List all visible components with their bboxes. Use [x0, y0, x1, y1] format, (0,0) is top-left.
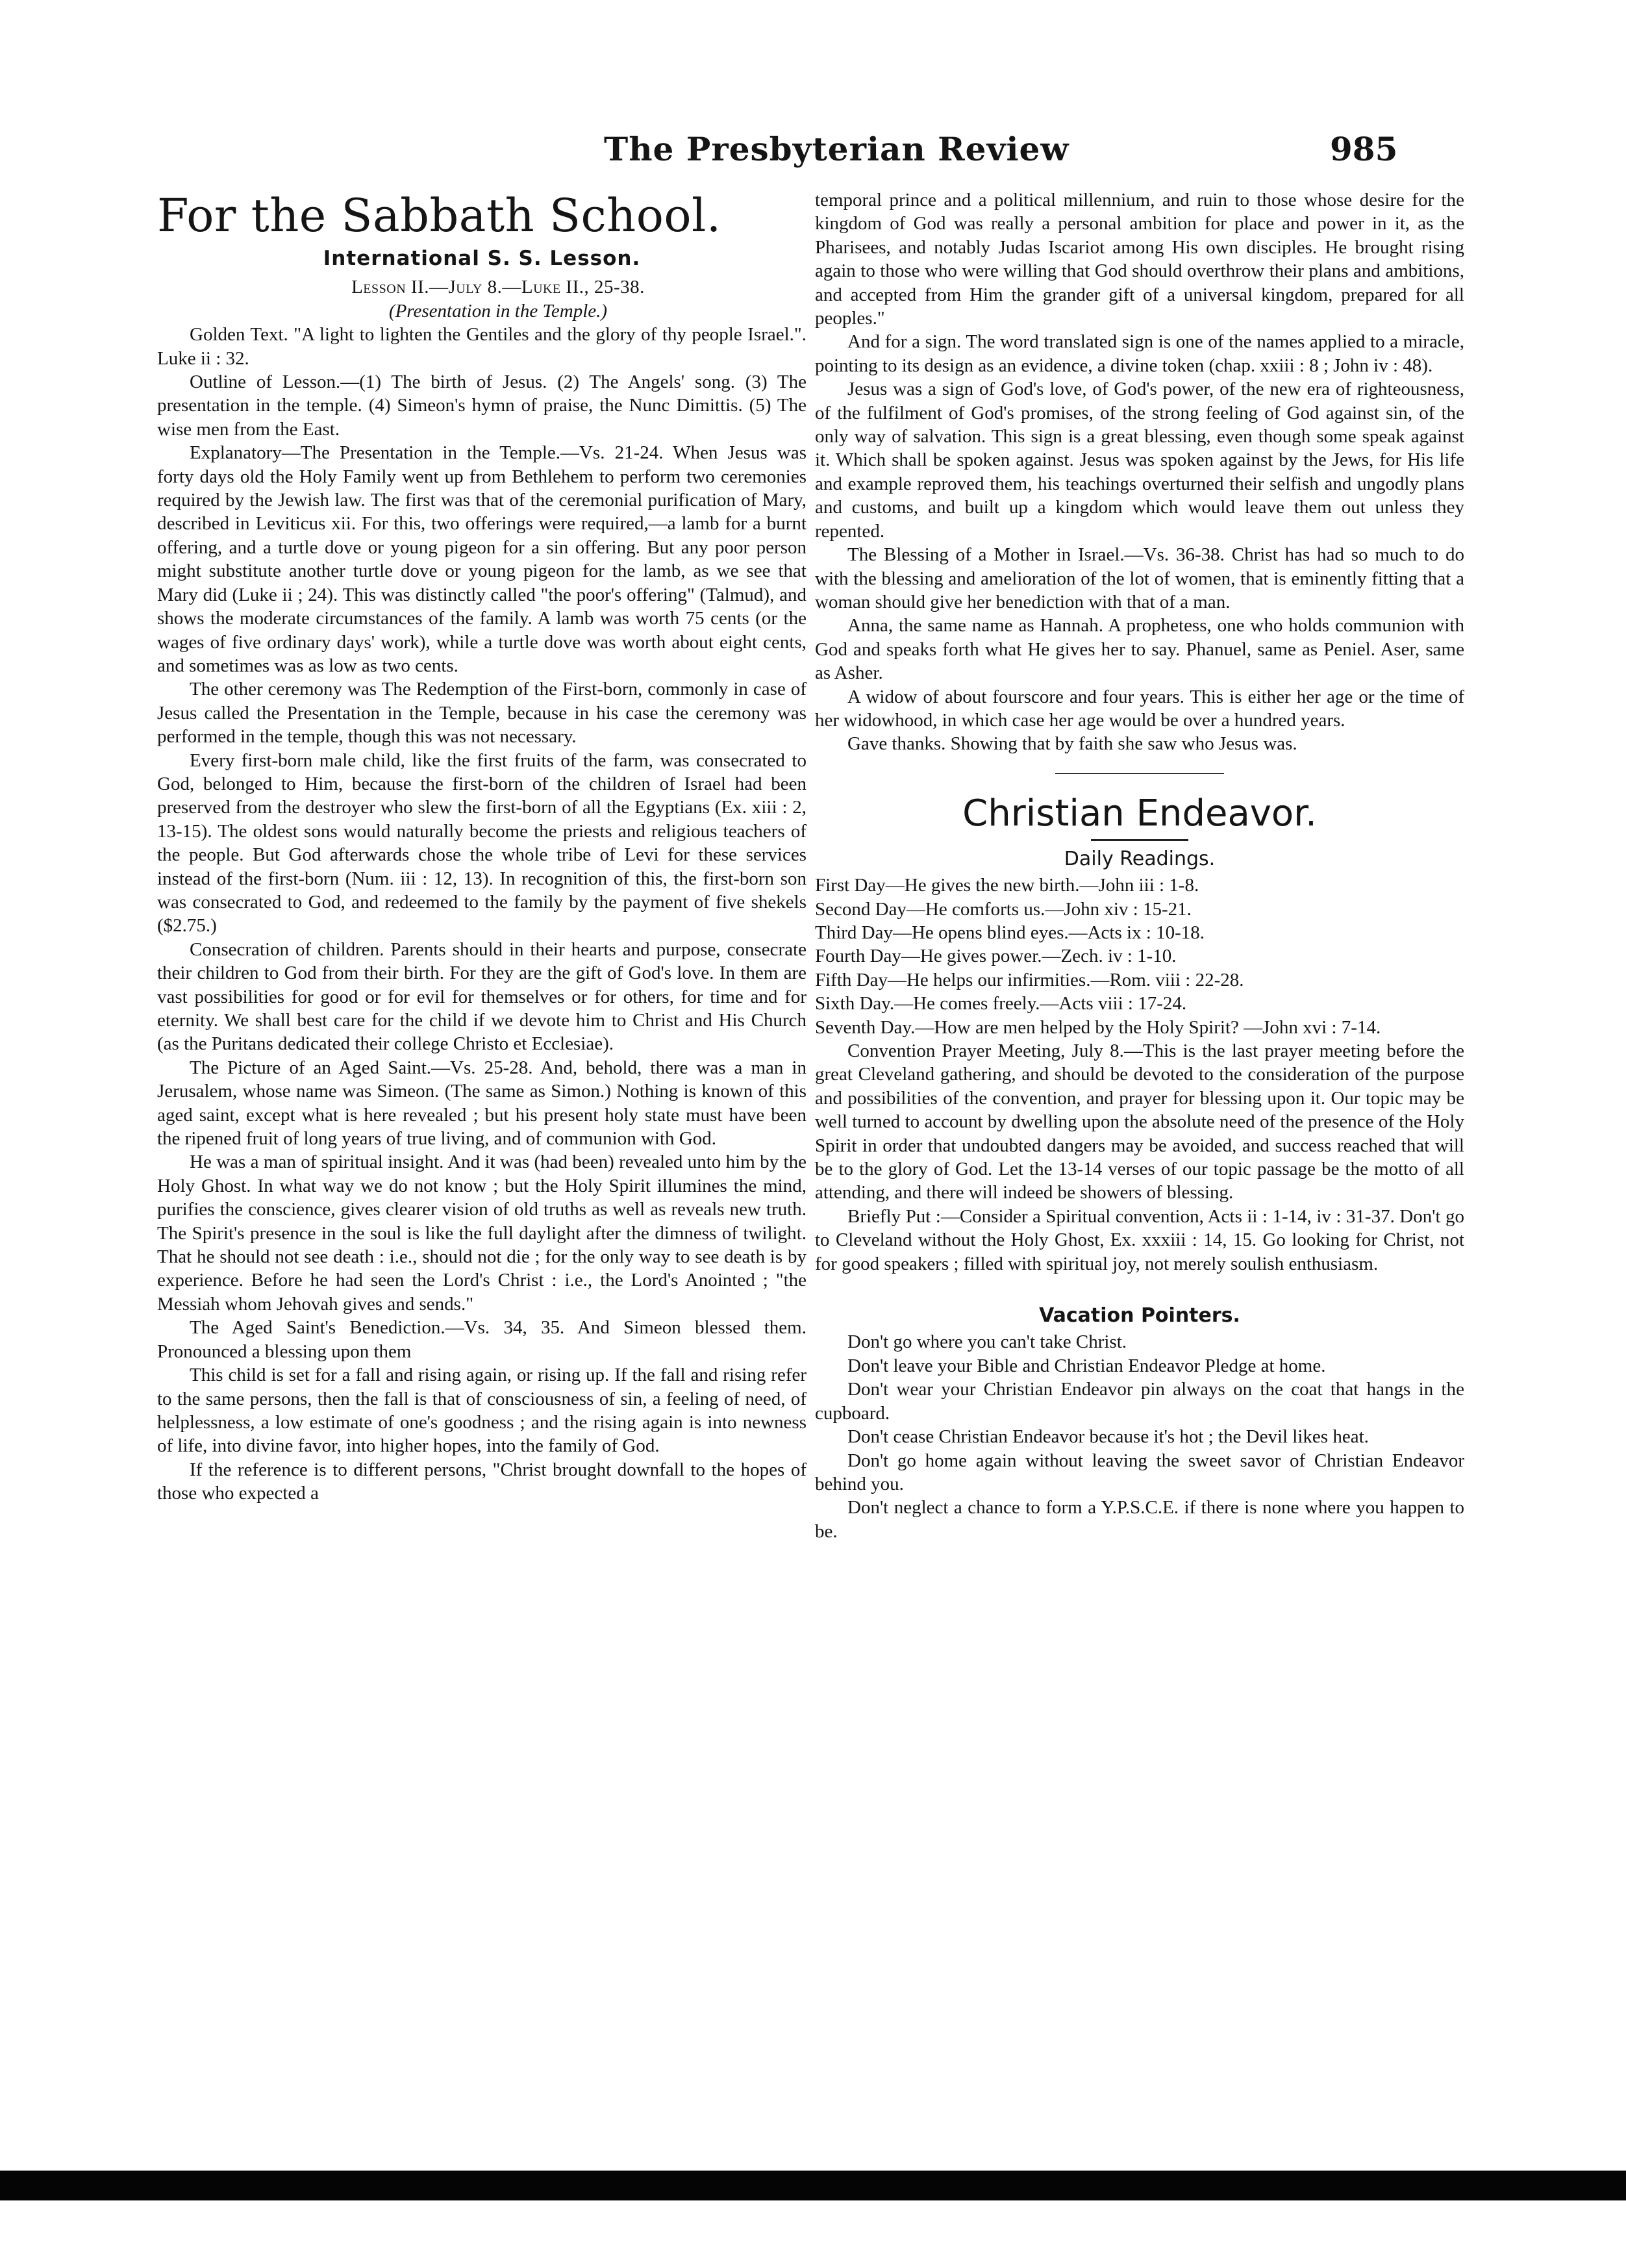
paragraph: The Aged Saint's Benediction.—Vs. 34, 35. And Simeon blessed them. Pronounced a blessing upon them [157, 1317, 807, 1362]
paragraph: Gave thanks. Showing that by faith she saw who Jesus was. [847, 733, 1297, 755]
vacation-pointers-heading: Vacation Pointers. [1039, 1304, 1240, 1328]
pointer-item: Don't go where you can't take Christ. [847, 1331, 1127, 1353]
paragraph: He was a man of spiritual insight. And it was (had been) revealed unto him by the Holy Ghost. In what way we do not know ; but the Holy Spirit illumines the mind, purifies the conscience, gives clearer vision of old truths as well as reveals new truth. The Spirit's presence in the soul is like the full daylight after the dimness of twilight. That he should not see death : i.e., should not die ; for the only way to see death is by experience. Before he had seen the Lord's Christ : i.e., the Lord's Anointed ; "the Messiah whom Jehovah gives and sends." [157, 1152, 807, 1315]
lesson-reference: Lesson II.—July 8.—Luke II., 25-38. [351, 277, 645, 298]
christian-endeavor-title: Christian Endeavor. [962, 792, 1317, 835]
reading-item: Fifth Day—He helps our infirmities.—Rom. viii : 22-28. [815, 969, 1244, 990]
paragraph: And for a sign. The word translated sign is one of the names applied to a miracle, pointing to its design as an evidence, a divine token (chap. xxiii : 8 ; John iv : 48). [815, 331, 1464, 376]
paragraph: Consecration of children. Parents should in their hearts and purpose, consecrate their children to God from their birth. For they are the gift of God's love. In them are vast possibilities for good or for evil for themselves or for others, for time and for eternity. We shall best care for the child if we devote him to Christ and His Church (as the Puritans dedicated their college Christo et Ecclesiae). [157, 939, 807, 1055]
reading-item: Seventh Day.—How are men helped by the Holy Spirit? —John xvi : 7-14. [815, 1016, 1381, 1038]
paragraph: Convention Prayer Meeting, July 8.—This is the last prayer meeting before the great Cleveland gathering, and should be devoted to the consideration of the purpose and possibilities of the convention, and prayer for blessing upon it. Our topic may be well turned to account by dwelling upon the absolute need of the presence of the Holy Spirit in order that undoubted dangers may be avoided, and success reached that will be to the glory of God. Let the 13-14 verses of our topic passage be the motto of all attending, and there will indeed be showers of blessing. [815, 1040, 1464, 1203]
pointer-item: Don't go home again without leaving the sweet savor of Christian Endeavor behind you. [815, 1450, 1464, 1494]
reading-item: Fourth Day—He gives power.—Zech. iv : 1-10. [815, 946, 1177, 967]
daily-readings-heading: Daily Readings. [1064, 847, 1216, 870]
right-column [815, 188, 1464, 1543]
paragraph: This child is set for a fall and rising again, or rising up. If the fall and rising refer to the same persons, then the fall is that of consciousness of sin, a feeling of need, of helplessness, a low estimate of one's goodness ; and the rising again is into newness of life, into divine favor, into higher hopes, into the family of God. [157, 1365, 807, 1457]
page-number: 985 [1330, 130, 1398, 168]
pointer-item: Don't neglect a chance to form a Y.P.S.C.E. if there is none where you happen to be. [815, 1497, 1464, 1542]
pointer-item: Don't wear your Christian Endeavor pin always on the coat that hangs in the cupboard. [815, 1379, 1464, 1424]
lesson-outline: Outline of Lesson.—(1) The birth of Jesus. (2) The Angels' song. (3) The presentation in the temple. (4) Simeon's hymn of praise, the Nunc Dimittis. (5) The wise men from the East. [157, 372, 807, 440]
paragraph: Anna, the same name as Hannah. A prophetess, one who holds communion with God and speaks forth what He gives her to say. Phanuel, same as Peniel. Aser, same as Asher. [815, 615, 1464, 684]
paragraph: Every first-born male child, like the first fruits of the farm, was consecrated to God, belonged to Him, because the first-born of the children of Israel had been preserved from the destroyer who slew the first-born of all the Egyptians (Ex. xiii : 2, 13-15). The oldest sons would naturally become the priests and religious teachers of the people. But God afterwards chose the whole tribe of Levi for these services instead of the first-born (Num. iii : 12, 13). In recognition of this, the first-born son was consecrated to God, and redeemed to the family by the payment of five shekels ($2.75.) [157, 750, 807, 937]
paragraph: Briefly Put :—Consider a Spiritual convention, Acts ii : 1-14, iv : 31-37. Don't go to Cleveland without the Holy Ghost, Ex. xxxiii : 14, 15. Go looking for Christ, not for good speakers ; filled with spiritual joy, not merely soulish enthusiasm. [815, 1205, 1464, 1274]
lesson-heading: International S. S. Lesson. [323, 247, 641, 270]
reading-item: Sixth Day.—He comes freely.—Acts viii : 17-24. [815, 993, 1187, 1014]
title-rule [1091, 839, 1188, 841]
paragraph: A widow of about fourscore and four years. This is either her age or the time of her widowhood, in which case her age would be over a hundred years. [815, 686, 1464, 731]
paragraph: The Picture of an Aged Saint.—Vs. 25-28. And, behold, there was a man in Jerusalem, whose name was Simeon. (The same as Simon.) Nothing is known of this aged saint, except what is here revealed ; but his present holy state must have been the ripened fruit of long years of true living, and of communion with God. [157, 1057, 807, 1150]
left-column [157, 188, 807, 1506]
paragraph: If the reference is to different persons, "Christ brought downfall to the hopes of those who expected a [157, 1459, 807, 1504]
paragraph: Jesus was a sign of God's love, of God's power, of the new era of righteousness, of the fulfilment of God's promises, of the strong feeling of God against sin, of the only way of salvation. This sign is a great blessing, even though some speak against it. Which shall be spoken against. Jesus was spoken against by the Jews, for His life and example reproved them, his teachings overturned their selfish and ungodly plans and customs, and built up a kingdom which would leave them out unless they repented. [815, 379, 1464, 542]
page-header [0, 130, 1626, 175]
paragraph: The Blessing of a Mother in Israel.—Vs. 36-38. Christ has had so much to do with the blessing and amelioration of the lot of women, that is eminently fitting that a woman should give her benediction with that of a man. [815, 544, 1464, 612]
pointer-item: Don't cease Christian Endeavor because it's hot ; the Devil likes heat. [847, 1426, 1369, 1448]
paragraph: temporal prince and a political millennium, and ruin to those whose desire for the kingdom of God was really a personal ambition for place and power in it, as the Pharisees, and notably Judas Iscariot among His own disciples. He brought rising again to those who were willing that God should overthrow their plans and ambitions, and accepted from Him the grander gift of a universal kingdom, prepared for all peoples." [815, 190, 1464, 329]
golden-text: Golden Text. "A light to lighten the Gentiles and the glory of thy people Israel.". Luke ii : 32. [157, 324, 807, 369]
scan-bottom-bar [0, 2171, 1626, 2200]
reading-item: Third Day—He opens blind eyes.—Acts ix : 10-18. [815, 922, 1205, 943]
paragraph: The other ceremony was The Redemption of the First-born, commonly in case of Jesus called the Presentation in the Temple, because in his case the ceremony was performed in the temple, though this was not necessary. [157, 679, 807, 748]
section-title: For the Sabbath School. [157, 189, 721, 242]
pointer-item: Don't leave your Bible and Christian Endeavor Pledge at home. [847, 1355, 1326, 1376]
paragraph: Explanatory—The Presentation in the Temple.—Vs. 21-24. When Jesus was forty days old the Holy Family went up from Bethlehem to perform two ceremonies required by the Jewish law. The first was that of the ceremonial purification of Mary, described in Leviticus xii. For this, two offerings were required,—a lamb for a burnt offering, and a turtle dove or young pigeon for a sin offering. But any poor person might substitute another turtle dove or young pigeon for the lamb, as we see that Mary did (Luke ii ; 24). This was distinctly called "the poor's offering" (Talmud), and shows the moderate circumstances of the family. A lamb was worth 75 cents (or the wages of five ordinary days' work), while a turtle dove was worth about eight cents, and sometimes was as low as two cents. [157, 442, 807, 676]
journal-title: The Presbyterian Review [604, 130, 1069, 168]
lesson-topic: (Presentation in the Temple.) [388, 300, 608, 321]
section-divider [1055, 773, 1224, 774]
reading-item: Second Day—He comforts us.—John xiv : 15-21. [815, 898, 1192, 920]
reading-item: First Day—He gives the new birth.—John iii : 1-8. [815, 875, 1199, 896]
